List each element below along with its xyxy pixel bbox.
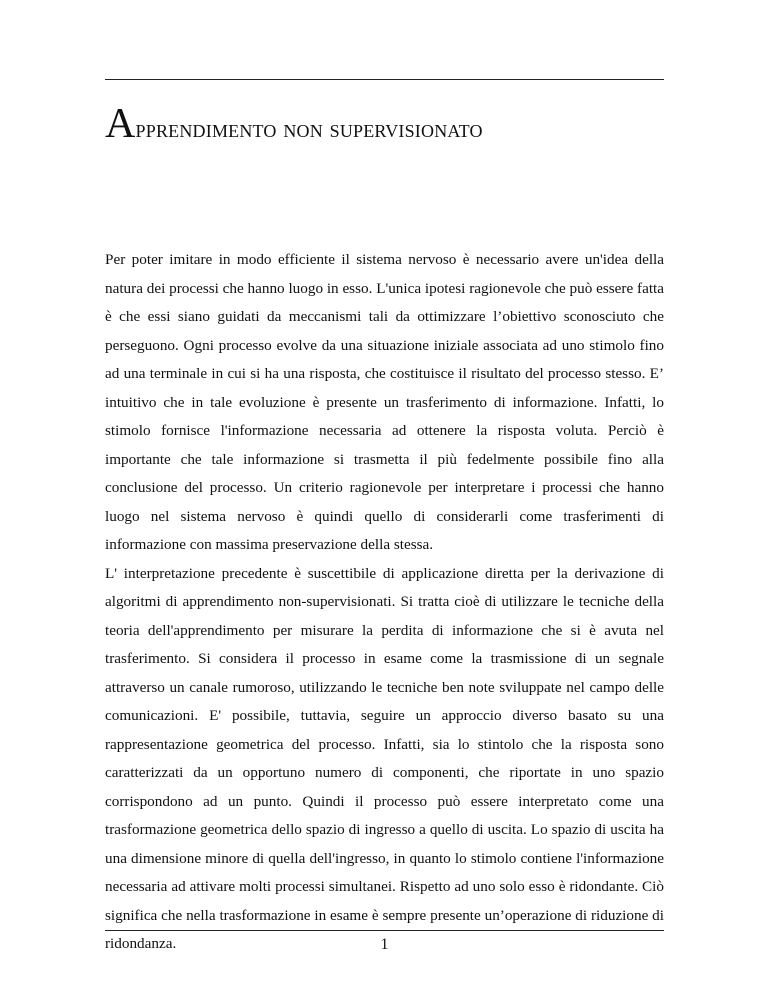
paragraph-1: Per poter imitare in modo efficiente il sistema nervoso è necessario avere un'idea della natura dei processi che hanno luogo in esso. L'unica ipotesi ragionevole che può essere fatta è che essi siano guidati da meccanismi tali da ottimizzare l’obiettivo sconosciuto che perseguono. Ogni processo evolve da una situazione iniziale associata ad uno stimolo fino ad una terminale in cui si ha una risposta, che costituisce il risultato del processo stesso. E’ intuitivo che in tale evoluzione è presente un trasferimento di informazione. Infatti, lo stimolo fornisce l'informazione necessaria ad ottenere la risposta voluta. Perciò è importante che tale informazione si trasmetta il più fedelmente possibile fino alla conclusione del processo. Un criterio ragionevole per interpretare i processi che hanno luogo nel sistema nervoso è quindi quello di considerarli come trasferimenti di informazione con massima preservazione della stessa. bbox=[105, 251, 665, 553]
chapter-title bbox=[105, 100, 665, 148]
paragraph-2: L' interpretazione precedente è suscettibile di applicazione diretta per la derivazione di algoritmi di apprendimento non-supervisionati. Si tratta cioè di utilizzare le tecniche della teoria dell'apprendimento per misurare la perdita di informazione che si è avuta nel trasferimento. Si considera il processo in esame come la trasmissione di un segnale attraverso un canale rumoroso, utilizzando le tecniche ben note sviluppate nel campo delle comunicazioni. E' possibile, tuttavia, seguire un approccio diverso basato su una rappresentazione geometrica del processo. Infatti, sia lo stintolo che la risposta sono caratterizzati da un opportuno numero di componenti, che riportate in uno spazio corrispondono ad un punto. Quindi il processo può essere interpretato come una trasformazione geometrica dello spazio di ingresso a quello di uscita. Lo spazio di uscita ha una dimensione minore di quella dell'ingresso, in quanto lo stimolo contiene l'informazione necessaria ad attivare molti processi simultanei. Rispetto ad uno solo esso è ridondante. Ciò significa che nella trasformazione in esame è sempre presente un’operazione di riduzione di ridondanza. bbox=[105, 564, 664, 952]
header-rule bbox=[105, 79, 664, 80]
body-text bbox=[105, 246, 664, 959]
footer-rule bbox=[105, 930, 664, 931]
page-number: 1 bbox=[380, 936, 389, 953]
chapter-title-rest: pprendimento non supervisionato bbox=[135, 114, 483, 143]
chapter-title-initial: A bbox=[105, 101, 136, 147]
